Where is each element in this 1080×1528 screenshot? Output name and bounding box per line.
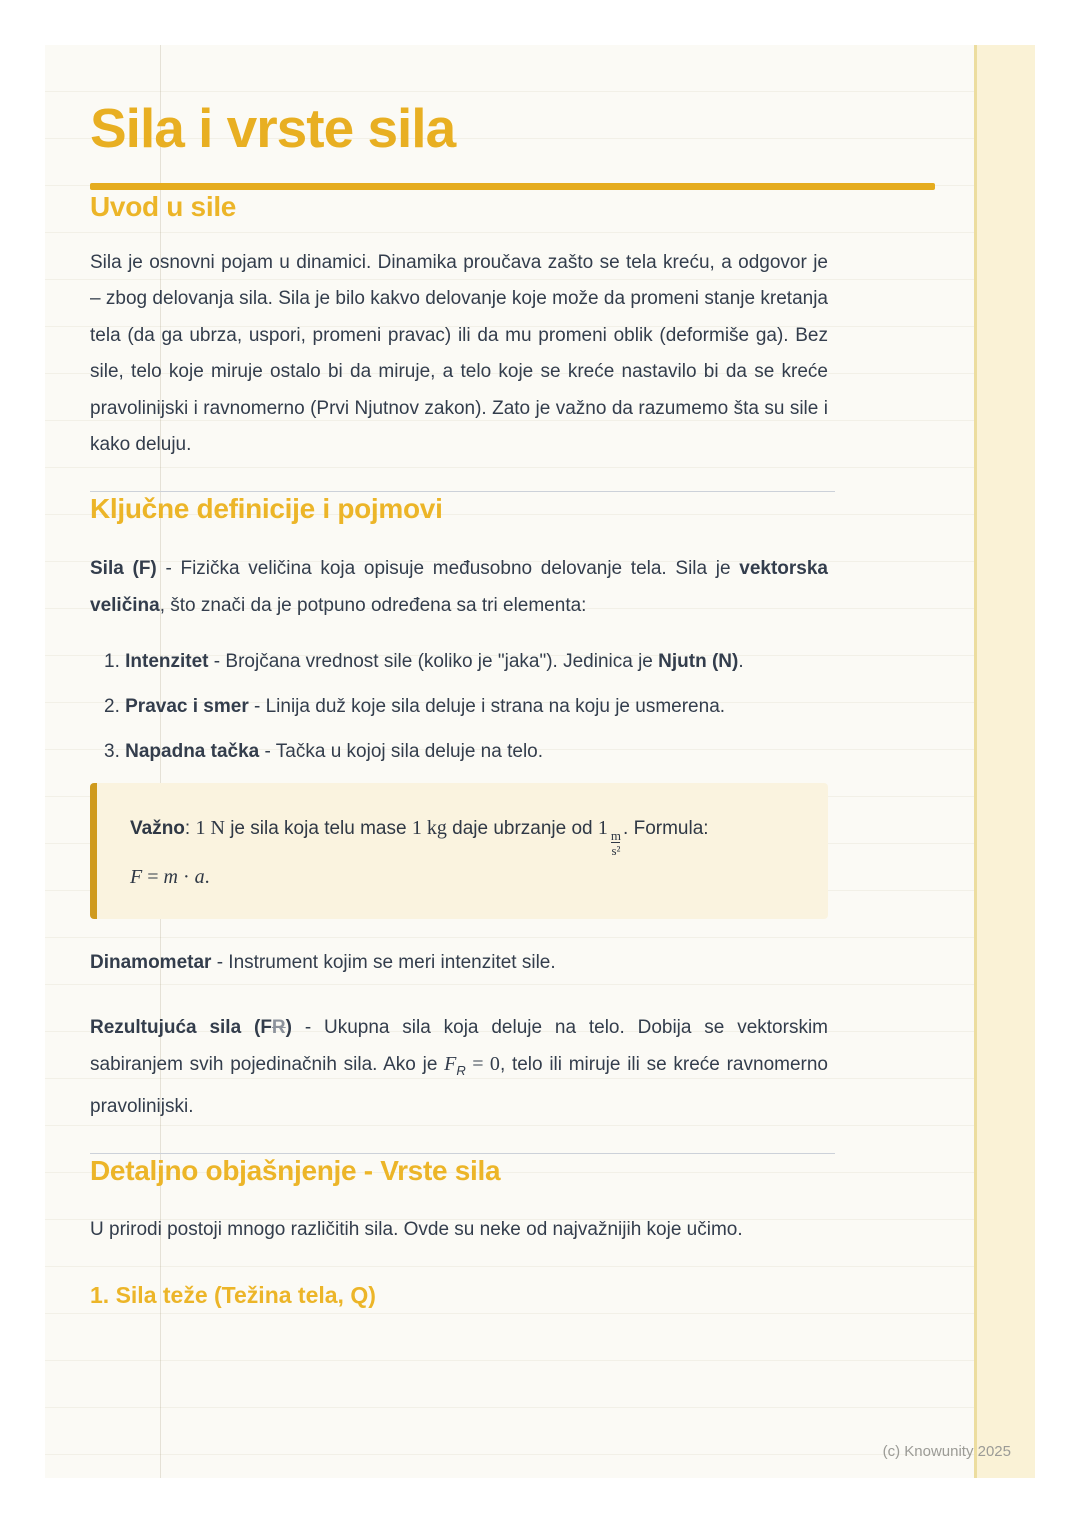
list-item-text: - Tačka u kojoj sila deluje na telo. [259,741,544,763]
term-njutn: Njutn (N) [658,651,739,673]
term-dinamometar: Dinamometar [90,952,212,974]
title-underline-rule [90,183,935,190]
notebook-side-stripe [974,45,1035,1478]
callout-text-2: daje ubrzanje od [446,818,598,840]
vrste-sila-intro: U prirodi postoji mnogo različitih sila. Ovde su neke od najvažnijih koje učimo. [90,1218,743,1240]
section-heading-definicije: Ključne definicije i pojmovi [90,492,443,524]
callout-label: Važno [130,818,185,840]
list-item [104,647,828,677]
list-item [104,737,828,767]
callout-line-1 [130,809,792,857]
rezultujuca-tail: , telo ili miruje ili se kreće ravnomerno pravolinijski. [90,1054,828,1118]
formula-dot: · [177,866,195,889]
math-FR-sub: R [456,1062,466,1078]
term-intenzitet: Intenzitet [125,651,209,673]
copyright-footer: (c) Knowunity 2025 [882,1443,1011,1460]
list-item [104,692,828,722]
numbered-list [90,647,828,767]
math-fraction-m-s2 [611,829,621,857]
math-1kg: 1 kg [411,817,447,840]
list-item-tail: . [738,651,744,673]
fraction-denominator: s² [611,843,621,859]
list-item-text: - Linija duž koje sila deluje i strana na koju je usmerena. [248,696,726,718]
formula-period: . [204,866,210,889]
formula-F: F [130,866,143,889]
list-number: 1. [104,651,126,673]
callout-text-3: . Formula: [623,818,709,840]
definition-sila-desc: Fizička veličina koja opisuje međusobno delovanje tela. Sila je [180,558,740,580]
list-number: 2. [104,696,126,718]
term-vektorska-velicina: vektorska veličina [90,558,828,616]
term-pravac-i-smer: Pravac i smer [125,696,249,718]
separator: - [156,558,181,580]
page-title: Sila i vrste sila [90,97,456,159]
callout-colon: : [184,818,196,840]
term-napadna-tacka: Napadna tačka [125,741,260,763]
list-item-text: - Brojčana vrednost sile (koliko je "jaka"). Jedinica je [208,651,659,673]
definition-rezultujuca-sila [90,1010,828,1126]
term-sila: Sila (F) [90,558,157,580]
math-1n: 1 N [195,817,225,840]
sub-heading-sila-teze: 1. Sila teže (Težina tela, Q) [90,1282,376,1309]
list-number: 3. [104,741,126,763]
intro-paragraph: Sila je osnovni pojam u dinamici. Dinamika proučava zašto se tela kreću, a odgovor je – zbog delovanja sila. Sila je bilo kakvo delovanje koje može da promeni stanje kretanja tela (da ga ubrza, uspori, promeni pravac) ili da mu promeni oblik (deformiše ga). Bez sile, telo koje miruje ostalo bi da miruje, a telo koje se kreće nastavilo bi da se kreće pravolinijski i ravnomerno (Prvi Njutnov zakon). Zato je važno da razumemo šta su sile i kako deluju. [90,251,828,456]
math-FR-eq: = 0 [465,1053,500,1076]
section-heading-vrste-sila: Detaljno objašnjenje - Vrste sila [90,1154,501,1186]
definition-dinamometar [90,945,828,982]
rezultujuca-post: ) [285,1016,292,1038]
document-content [45,45,828,1310]
definition-sila [90,551,828,624]
important-callout-box [90,783,828,919]
rezultujuca-text: - Ukupna sila koja deluje na telo. Dobija se vektorskim sabiranjem svih pojedinačnih sila. Ako je [90,1016,828,1076]
math-1: 1 [597,817,608,840]
callout-formula [130,857,792,897]
callout-text-1: je sila koja telu mase [224,818,412,840]
dinamometar-text: - Instrument kojim se meri intenzitet sile. [211,952,556,974]
rezultujuca-subscript-r: R [271,1016,286,1038]
term-rezultujuca-sila [90,1017,292,1038]
formula-a: a [194,866,205,889]
formula-m: m [163,866,178,889]
definition-sila-tail: , što znači da je potpuno određena sa tri elementa: [159,594,587,616]
formula-equals: = [142,866,164,889]
fraction-numerator: m [610,828,622,844]
rezultujuca-pre: Rezultujuća sila (F [90,1016,272,1038]
math-FR: F [444,1053,457,1076]
section-heading-uvod: Uvod u sile [90,191,237,222]
document-page [45,45,1035,1478]
